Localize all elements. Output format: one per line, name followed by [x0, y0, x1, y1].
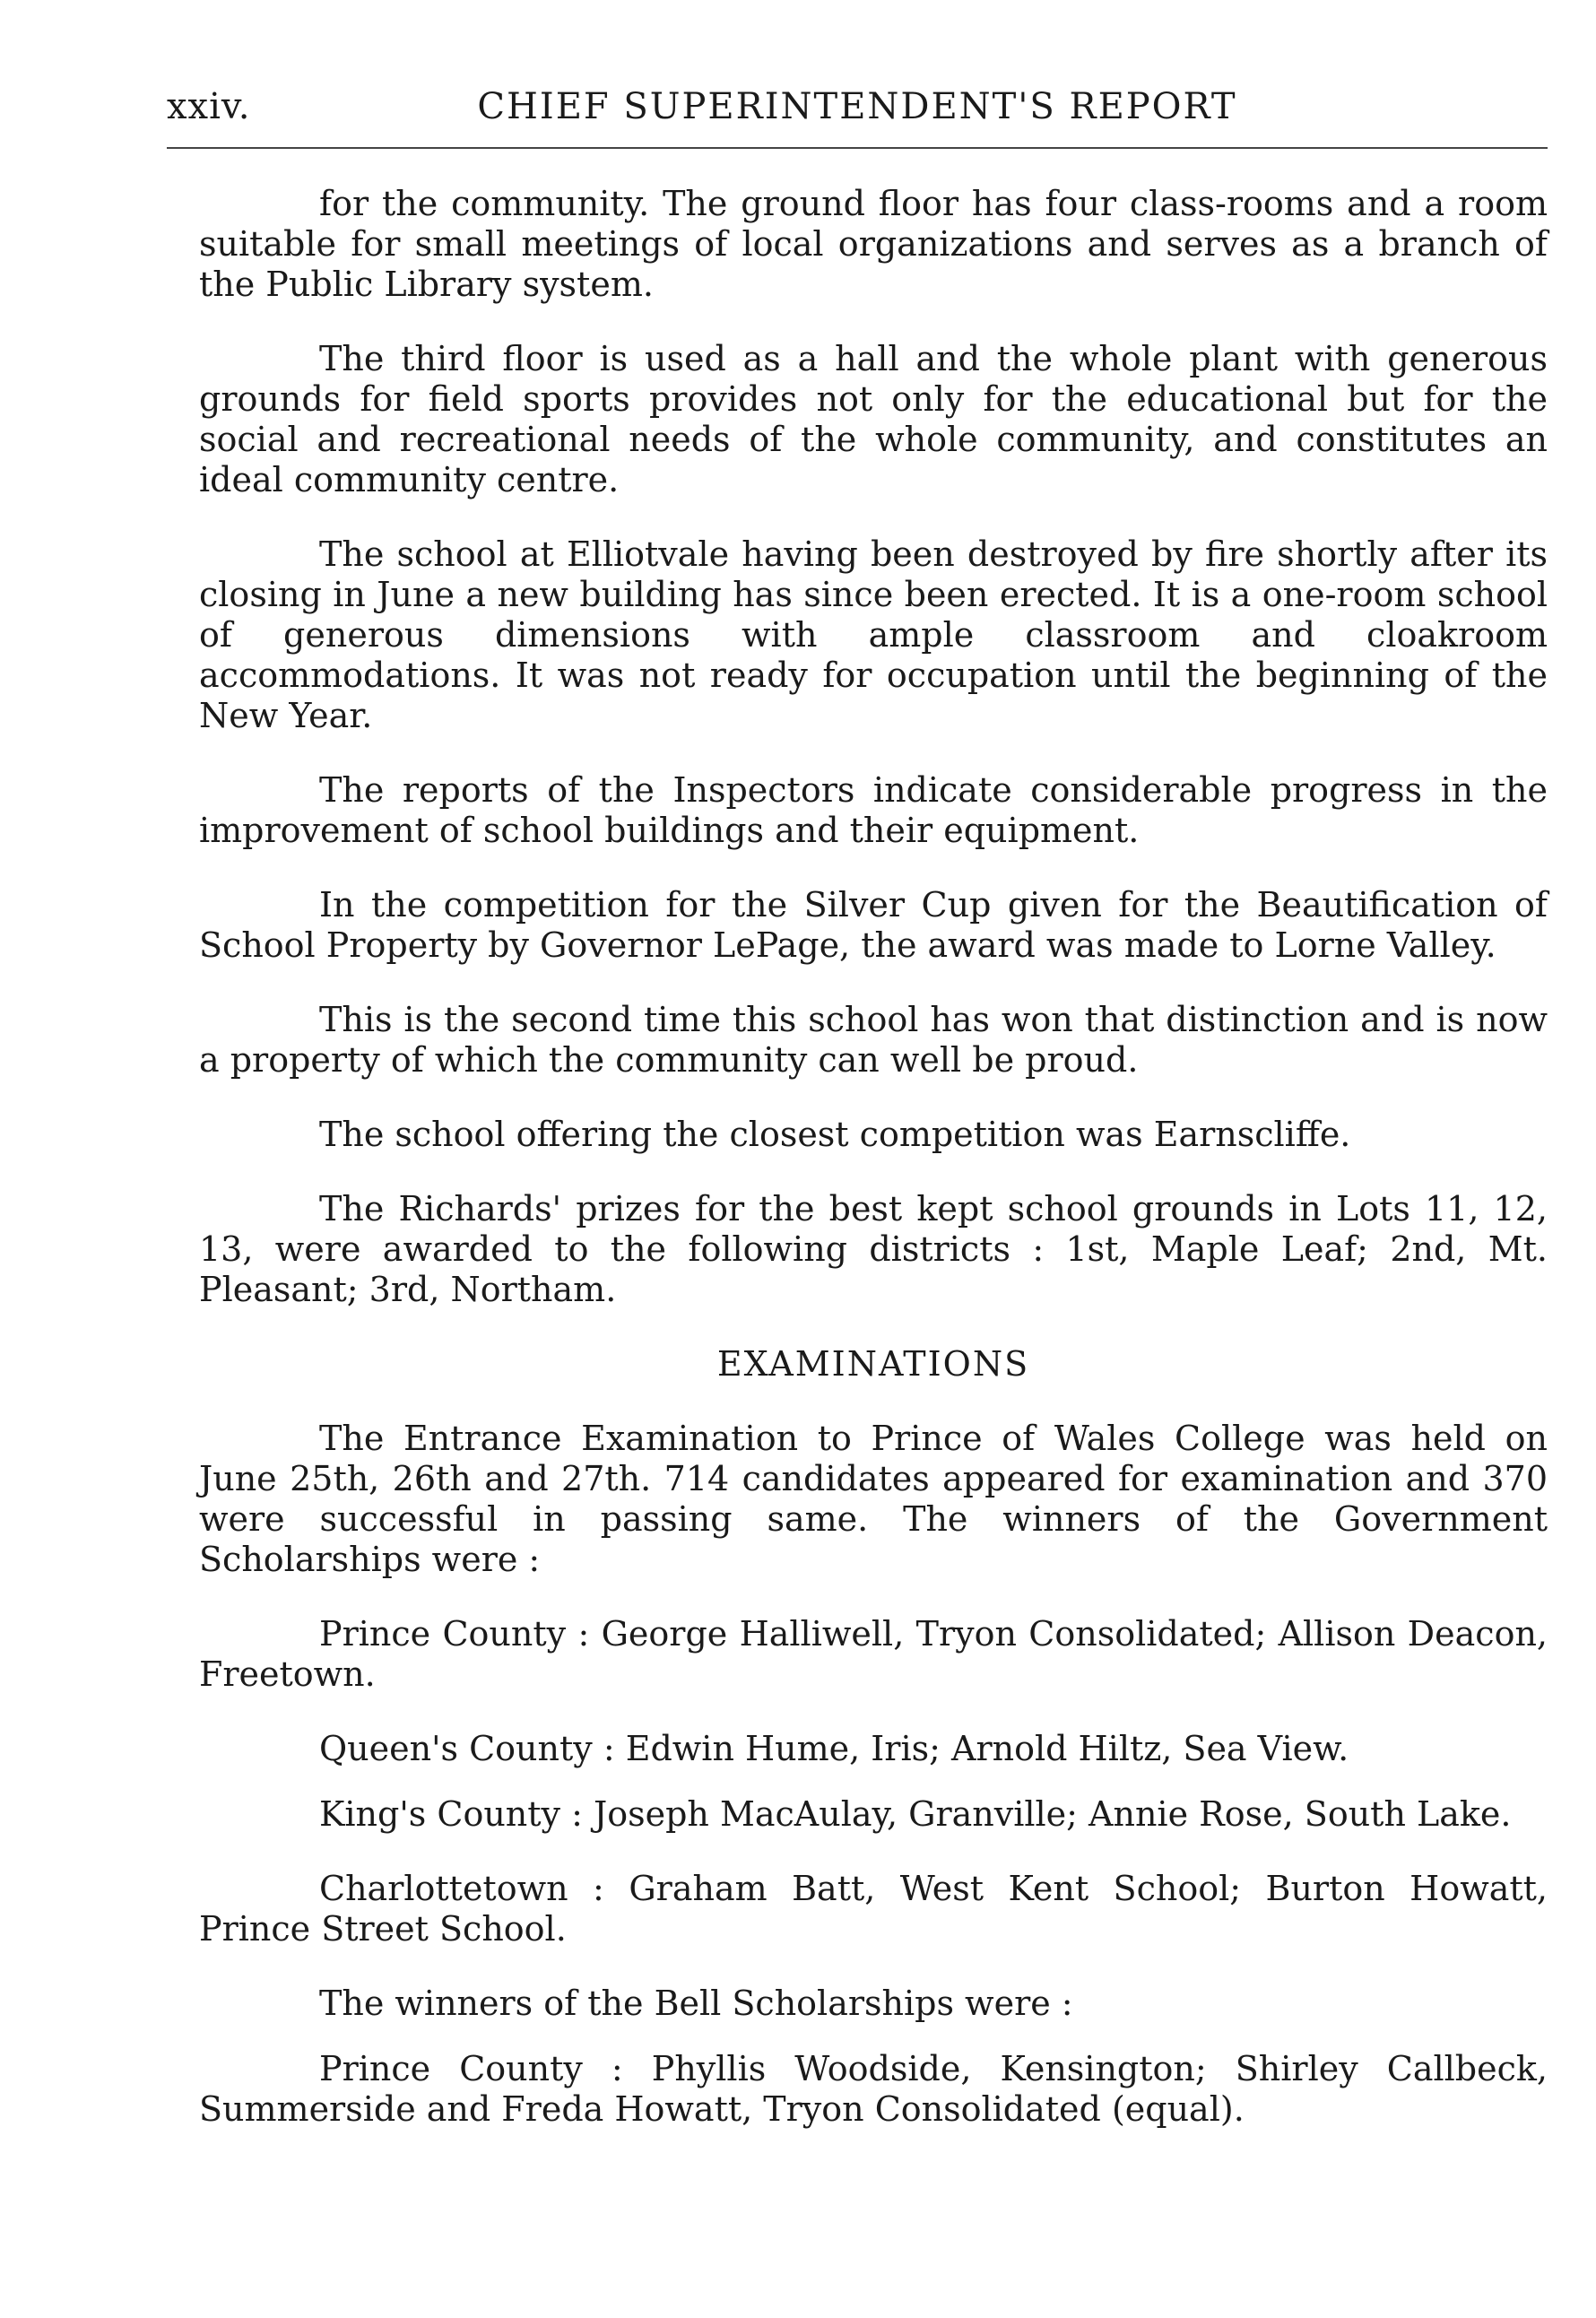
paragraph-inspectors: The reports of the Inspectors indicate considerable progress in the improvement of school buildings and their equipment. — [199, 770, 1548, 850]
running-title: CHIEF SUPERINTENDENT'S REPORT — [477, 86, 1237, 127]
header-rule — [167, 147, 1548, 149]
paragraph-silver-cup: In the competition for the Silver Cup given for the Beautification of School Property by Governor LePage, the award was made to Lorne Valley. — [199, 885, 1548, 965]
page-body — [199, 184, 1548, 2164]
paragraph-entrance-exam: The Entrance Examination to Prince of Wales College was held on June 25th, 26th and 27th. 714 candidates appeared for examination and 370 were successful in passing same. The winners of the Government Scholarships were : — [199, 1419, 1548, 1579]
paragraph-bell-scholarships: The winners of the Bell Scholarships were : — [319, 1984, 1073, 2023]
paragraph-kings-county: King's County : Joseph MacAulay, Granville; Annie Rose, South Lake. — [319, 1794, 1512, 1834]
paragraph-second-time: This is the second time this school has won that distinction and is now a property of which the community can well be proud. — [199, 1000, 1548, 1080]
paragraph-community: for the community. The ground floor has four class-rooms and a room suitable for small meetings of local organizations and serves as a branch of the Public Library system. — [199, 184, 1548, 304]
paragraph-prince-county: Prince County : George Halliwell, Tryon Consolidated; Allison Deacon, Freetown. — [199, 1614, 1548, 1694]
page-number: xxiv. — [167, 86, 251, 127]
paragraph-elliotvale: The school at Elliotvale having been destroyed by fire shortly after its closing in June a new building has since been erected. It is a one-room school of generous dimensions with ample classroom and cloakroom accommodations. It was not ready for occupation until the beginning of the New Year. — [199, 534, 1548, 735]
paragraph-closest-competition: The school offering the closest competition was Earnscliffe. — [319, 1115, 1351, 1154]
paragraph-richards-prizes: The Richards' prizes for the best kept school grounds in Lots 11, 12, 13, were awarded to the following districts : 1st, Maple Leaf; 2nd, Mt. Pleasant; 3rd, Northam. — [199, 1189, 1548, 1309]
paragraph-bell-prince-county: Prince County : Phyllis Woodside, Kensington; Shirley Callbeck, Summerside and Freda Howatt, Tryon Consolidated (equal). — [199, 2049, 1548, 2129]
section-heading-examinations: EXAMINATIONS — [716, 1344, 1030, 1384]
page-header — [167, 86, 1548, 136]
paragraph-charlottetown: Charlottetown : Graham Batt, West Kent School; Burton Howatt, Prince Street School. — [199, 1869, 1548, 1949]
paragraph-queens-county: Queen's County : Edwin Hume, Iris; Arnold Hiltz, Sea View. — [319, 1729, 1349, 1768]
paragraph-third-floor: The third floor is used as a hall and the whole plant with generous grounds for field sports provides not only for the educational but for the social and recreational needs of the whole community, and constitutes an ideal community centre. — [199, 339, 1548, 499]
